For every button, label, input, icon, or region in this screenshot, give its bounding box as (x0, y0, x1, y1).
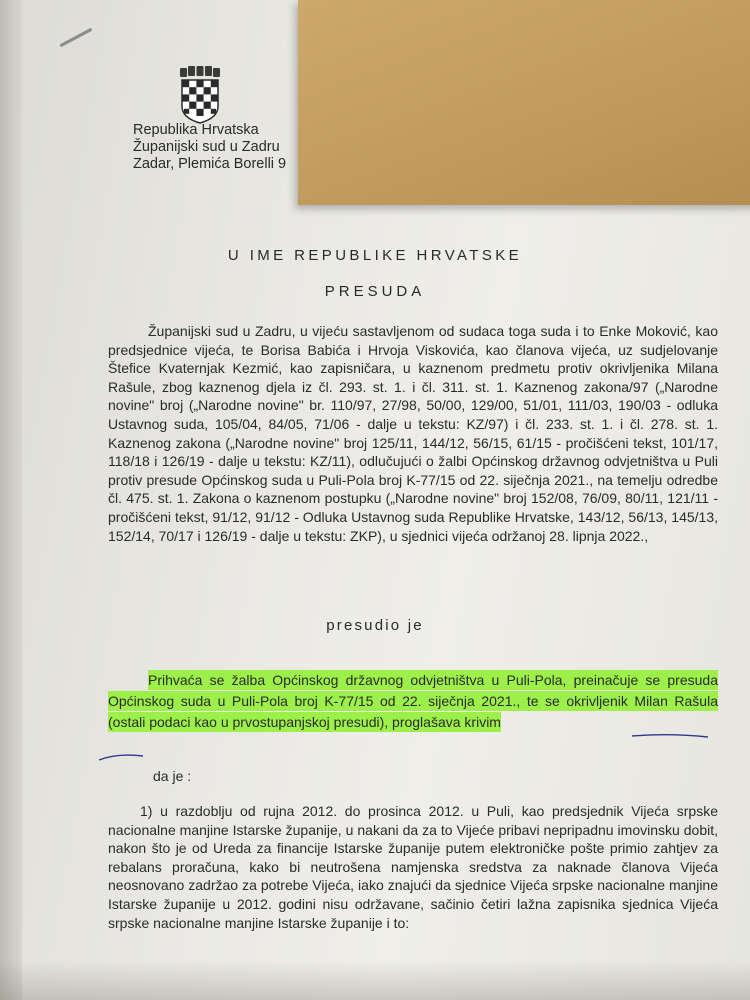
verdict-title: PRESUDA (324, 283, 426, 300)
staple-mark (59, 28, 92, 48)
preamble-text: Županijski sud u Zadru, u vijeću sastavljenom od sudaca toga suda i to Enke Moković, kao predsjednice vijeća, te Borisa Babića i Hrvoja Viskovića, kao članova vijeća, uz sudjelovanje Štefice Kvaternjak Kezmić, kao zapisničara, u kaznenom predmetu protiv okrivljenika Milana Rašule, zbog kaznenog djela iz čl. 293. st. 1. i čl. 311. st. 1. Kaznenog zakona/97 („Narodne novine" broj („Narodne novine" br. 110/97, 27/98, 50/00, 129/00, 51/01, 111/03, 190/03 - odluka Ustavnog suda, 105/04, 84/05, 71/06 - dalje u tekstu: KZ/97) i čl. 233. st. 1. i čl. 278. st. 1. Kaznenog zakona („Narodne novine" broj 125/11, 144/12, 56/15, 61/15 - pročišćeni tekst, 101/17, 118/18 i 126/19 - dalje u tekstu: KZ/11), odlučujući o žalbi Općinskog državnog odvjetništva u Puli protiv presude Općinskog suda u Puli-Pola broj K-77/15 od 22. siječnja 2021., na temelju odredbe čl. 475. st. 1. Zakona o kaznenom postupku („Narodne novine" broj 152/08, 76/09, 80/11, 121/11 - pročišćeni tekst, 91/12, 91/12 - Odluka Ustavnog suda Republike Hrvatske, 143/12, 56/13, 145/13, 152/14, 70/17 i 126/19 - dalje u tekstu: ZKP), u sjednici vijeća održanoj 28. lipnja 2022., (108, 323, 718, 544)
court-line-court: Županijski sud u Zadru (133, 139, 280, 155)
ruling-heading: presudio je (326, 617, 424, 634)
preamble-paragraph (108, 322, 718, 545)
court-address-block (133, 122, 286, 173)
point-1-paragraph (108, 802, 718, 932)
paper-fold-shadow (0, 0, 22, 1000)
verdict-paragraph (108, 670, 718, 733)
point-1-text: 1) u razdoblju od rujna 2012. do prosinca 2012. u Puli, kao predsjednik Vijeća srpske nacionalne manjine Istarske županije, u nakani da za to Vijeće pribavi nepripadnu imovinsku dobit, nakon što je od Ureda za financije Istarske županije putem elektroničke pošte primio zahtjev za rebalans proračuna, kako bi neutrošena namjenska sredstva za naknade članova Vijeća neosnovano zadržao za potrebe Vijeća, iako znajući da sjednice Vijeća srpske nacionalne manjine Istarske županije u 2012. godini nisu održavane, sačinio četiri lažna zapisnika sjednica Vijeća srpske nacionalne manjine Istarske županije i to: (108, 803, 718, 931)
highlighted-verdict-text: Prihvaća se žalba Općinskog državnog odvjetništva u Puli-Pola, preinačuje se presuda Općinskog suda u Puli-Pola broj K-77/15 od 22. siječnja 2021., te se okrivljenik Milan Rašula (ostali podaci kao u prvostupanjskoj presudi), proglašava krivim (108, 672, 718, 730)
pen-underline-mark (97, 752, 145, 762)
croatian-coat-of-arms-icon (178, 66, 222, 124)
brown-envelope (298, 0, 750, 205)
da-je-label: da je : (153, 768, 192, 784)
pen-underline-mark (630, 732, 710, 740)
court-line-address: Zadar, Plemića Borelli 9 (133, 156, 287, 172)
court-line-country: Republika Hrvatska (133, 122, 259, 138)
page-bottom-shadow (0, 960, 750, 1000)
republic-heading: U IME REPUBLIKE HRVATSKE (227, 247, 523, 264)
